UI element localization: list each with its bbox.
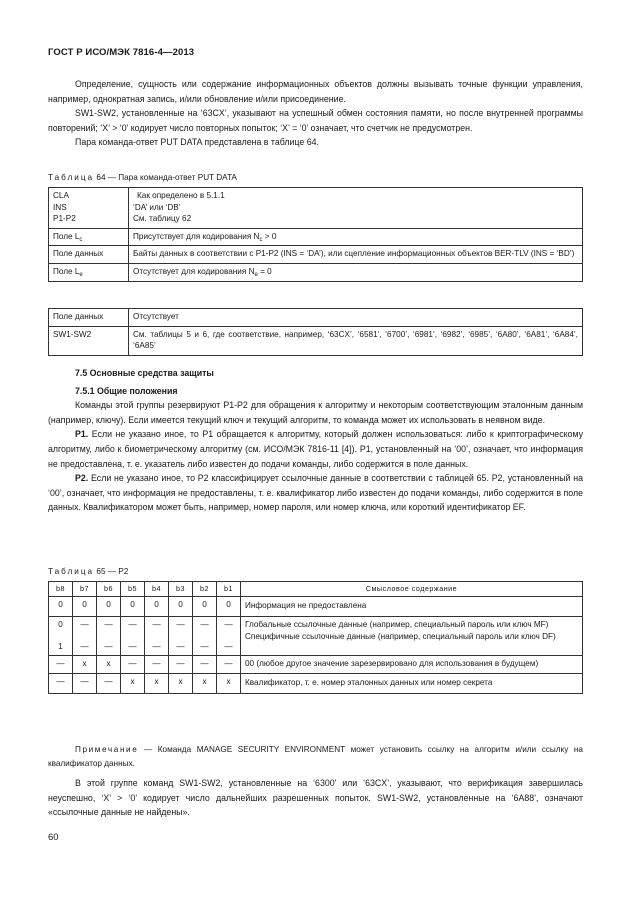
table-row: — x x — — — — — 00 (любое другое значение зарезервировано для использования в будущем) xyxy=(49,656,583,674)
table-row: CLA INS P1-P2 Как определено в 5.1.1 ‘DA’ или ‘DB’ См. таблицу 62 xyxy=(49,188,583,229)
paragraph: Пара команда-ответ PUT DATA представлена в таблице 64. xyxy=(75,137,319,148)
table-row: — — — x x x x x Квалификатор, т. е. номер эталонных данных или номер секрета xyxy=(49,673,583,693)
paragraph: В этой группе команд SW1-SW2, установленные на ‘6300’ или ‘63CX’, указывают, что верификация завершилась неуспешно, ‘X’ > ‘0’ кодирует число дальнейших разрешенных попыток. SW1-SW2, установленные на ‘6A88’, означают «ссылочные данные не найдены». xyxy=(48,778,583,818)
paragraph: SW1-SW2, установленные на ‘63CX’, указывают на успешный обмен состояния памяти, но после внутренней программы повторений; ‘X’ > ‘0’ кодирует число повторных попыток; ‘X’ = ‘0’ означает, что счетчик не предусмотрен. xyxy=(48,108,583,133)
table-row: 0 1 — — — — — — — — — — — — — — Глобальные ссылочные данные (например, специальный пароль или ключ MF) Специфичные ссылочные данные (например, специальный пароль или ключ DF) xyxy=(49,617,583,656)
section-text xyxy=(48,366,583,515)
table-row: Поле данных Отсутствует xyxy=(49,309,583,327)
table-header-row: b8 b7 b6 b5 b4 b3 b2 b1 Смысловое содержание xyxy=(49,582,583,597)
section-heading: 7.5 Основные средства защиты xyxy=(75,368,214,378)
intro-text xyxy=(48,77,583,150)
table65-note: Примечание — Команда MANAGE SECURITY ENVIRONMENT может установить ссылку на алгоритм и/или ссылку на квалификатор данных. xyxy=(48,745,583,768)
table65-p2 xyxy=(48,581,583,694)
table64-command xyxy=(48,187,583,282)
table64-response xyxy=(48,308,583,356)
paragraph: Определение, сущность или содержание информационных объектов должны вызывать точные функции управления, например, однократная запись, и/или обновление и/или присоединение. xyxy=(48,79,583,104)
subsection-heading: 7.5.1 Общие положения xyxy=(75,385,178,396)
table-row: 0 0 0 0 0 0 0 0 Информация не предоставлена xyxy=(49,597,583,617)
table-row: Поле $L_e$ Отсутствует для кодирования $N_e = 0$ xyxy=(49,263,583,281)
table-row: Поле данных Байты данных в соответствии с P1-P2 (INS = ‘DA’), или сцепление информационных объектов BER-TLV (INS = ‘BD’) xyxy=(49,246,583,264)
running-header: ГОСТ Р ИСО/МЭК 7816-4—2013 xyxy=(48,47,195,58)
table64-caption: Таблица 64 — Пара команда-ответ PUT DATA xyxy=(48,173,237,182)
closing-text xyxy=(48,776,583,820)
table-row: SW1-SW2 См. таблицы 5 и 6, где соответствие, например, ‘63CX’, ‘6581’, ‘6700’, ‘6981’, ‘6982’, ‘6985’, ‘6A80’, ‘6A81’, ‘6A84’, ‘6A85’ xyxy=(49,326,583,355)
table65-caption: Таблица 65 — P2 xyxy=(48,567,129,576)
paragraph: Команды этой группы резервируют P1-P2 для обращения к алгоритму и некоторым соответствующим эталонным данным (например, ключу). Если имеется текущий ключ и текущий алгоритм, то команда может их использовать в неявном виде. xyxy=(48,400,583,425)
paragraph: P1. Если не указано иное, то P1 обращается к алгоритму, который должен использоваться: либо к криптографическому алгоритму, либо к биометрическому алгоритму (см. ИСО/МЭК 7816-11 [4]). P1, установленный на ‘00’, означает, что информация не предоставлена, т. е. указатель либо известен до подачи команды, либо содержится в поле данных. xyxy=(48,429,583,469)
table-row: Поле $L_c$ Присутствует для кодирования $N_c > 0$ xyxy=(49,228,583,246)
paragraph: P2. Если не указано иное, то P2 классифицирует ссылочные данные в соответствии с таблицей 65. P2, установленный на ‘00’, означает, что информация не предоставлены, т. е. квалификатор либо известен до подачи команды, либо содержится в поле данных. Квалификатором может быть, например, номер пароля, или номер ключа, или короткий идентификатор EF. xyxy=(48,473,583,513)
page-number: 60 xyxy=(48,832,59,843)
